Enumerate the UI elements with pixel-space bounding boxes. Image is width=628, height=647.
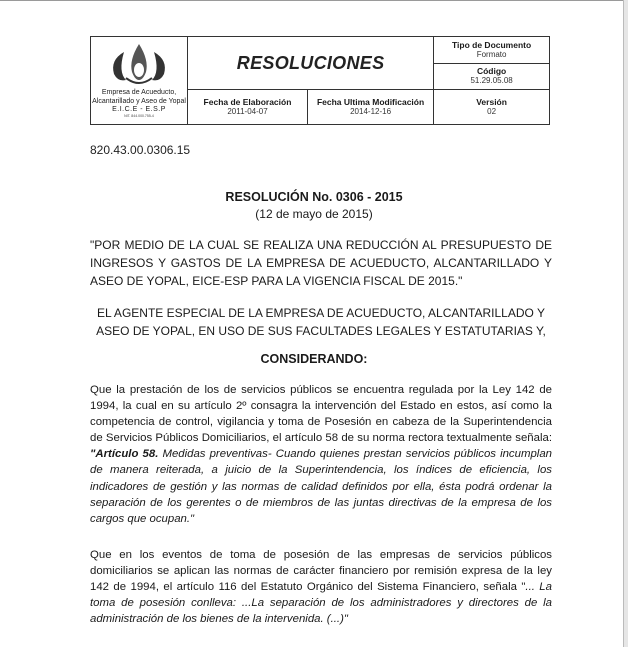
version-cell (434, 90, 550, 125)
title-cell (188, 37, 434, 90)
resolution-title: RESOLUCIÓN No. 0306 - 2015 (225, 190, 403, 204)
tipo-value: Formato (476, 50, 507, 59)
para1-intro: Que la prestación de los de servicios públicos se encuentra regulada por la Ley 142 de 1994, la cual en su artículo 2º consagra la intervención del Estado en estos, así como la competencia de control, vigilancia y toma de Posesión en cabeza de la Superintendencia de Servicios Públicos Domiciliarios, el artículo 58 de su norma rectora textualmente señala: (90, 384, 552, 445)
modificacion-value: 2014-12-16 (350, 107, 392, 116)
elaboracion-cell (188, 90, 308, 125)
codigo-value: 51.29.05.08 (470, 76, 513, 85)
document-type-title: RESOLUCIONES (236, 52, 385, 73)
scan-top-edge (0, 0, 628, 1)
version-value: 02 (487, 107, 497, 116)
modificacion-cell (307, 90, 433, 125)
considerando-heading: CONSIDERANDO: (260, 352, 368, 366)
para2-intro: Que en los eventos de toma de posesión de las empresas de servicios públicos domiciliarios se aplican las normas de carácter financiero por remisión expresa de la ley 142 de 1994, el artículo 116 del Estatuto Orgánico del Sistema Financiero, señala " (90, 549, 552, 594)
org-short-name: E.I.C.E - E.S.P (112, 106, 166, 113)
scan-right-edge (623, 0, 628, 647)
para1-quote: Medidas preventivas- Cuando quienes prestan servicios públicos incumplan de manera reiterada, a juicio de la Superintendencia, los índices de eficiencia, los indicadores de gestión y las normas de calidad definidos por ella, ésta podrá ordenar la separación de los gerentes o de miembros de las juntas directivas de la empresa de los cargos que ocupan." (90, 448, 552, 525)
codigo-label: Código (476, 66, 507, 76)
para2-quote: ... La toma de posesión conlleva: ...La separación de los administradores y directores de la administración de los bienes de la intervenida. (...)" (90, 581, 552, 626)
org-nit: NIT. 844.000.755-4 (124, 114, 154, 118)
para1-article-ref: "Artículo 58. (90, 448, 159, 461)
document-code: 820.43.00.0306.15 (90, 143, 191, 157)
modificacion-label: Fecha Ultima Modificación (316, 97, 425, 107)
resolution-purpose: "POR MEDIO DE LA CUAL SE REALIZA UNA REDUCCIÓN AL PRESUPUESTO DE INGRESOS Y GASTOS DE LA EMPRESA DE ACUEDUCTO, ALCANTARILLADO Y ASEO DE YOPAL, EICE-ESP PARA LA VIGENCIA FISCAL DE 2015." (90, 238, 552, 288)
org-name-line2: Alcantarillado y Aseo de Yopal (92, 98, 186, 105)
tipo-cell (434, 37, 550, 90)
company-logo-icon (104, 42, 174, 88)
document-header-table (90, 36, 550, 125)
elaboracion-value: 2011-04-07 (227, 107, 268, 116)
agent-statement: EL AGENTE ESPECIAL DE LA EMPRESA DE ACUEDUCTO, ALCANTARILLADO Y ASEO DE YOPAL, EN USO DE SUS FACULTADES LEGALES Y ESTATUTARIAS Y, (96, 306, 546, 338)
resolution-date: (12 de mayo de 2015) (255, 207, 373, 221)
logo-cell (91, 37, 188, 125)
tipo-label: Tipo de Documento (452, 40, 532, 50)
org-name-line1: Empresa de Acueducto, (101, 89, 177, 96)
version-label: Versión (476, 97, 507, 107)
considerando-paragraph-1 (90, 382, 552, 527)
elaboracion-label: Fecha de Elaboración (203, 97, 292, 107)
considerando-paragraph-2 (90, 547, 552, 627)
